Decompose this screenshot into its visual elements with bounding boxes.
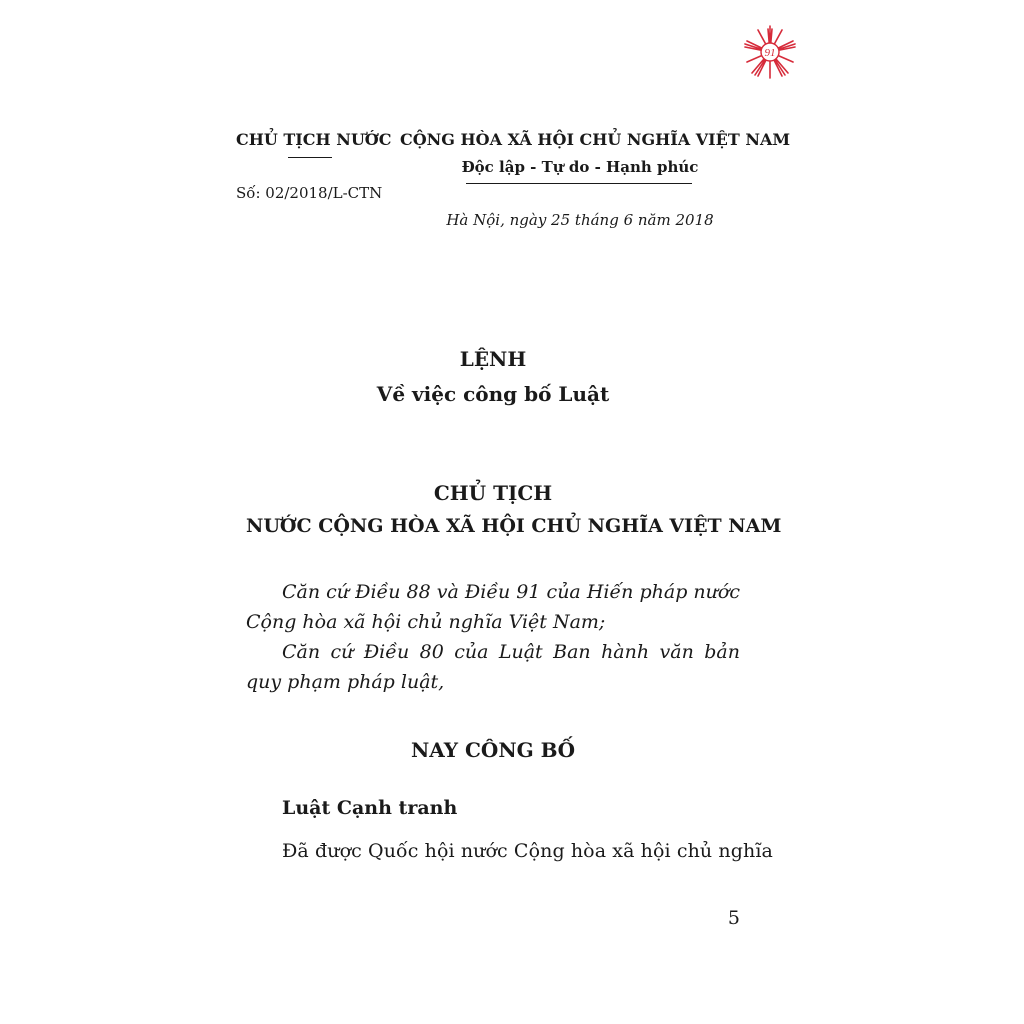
- legal-basis-paragraph-1: Căn cứ Điều 88 và Điều 91 của Hiến pháp nước Cộng hòa xã hội chủ nghĩa Việt Nam;: [246, 581, 740, 633]
- motto-underline: [466, 183, 692, 184]
- document-type-heading: LỆNH: [459, 347, 527, 371]
- publisher-star-logo-icon: [740, 22, 800, 82]
- legal-basis: [246, 577, 740, 697]
- svg-text:91: 91: [764, 47, 776, 59]
- authority-line-1: CHỦ TỊCH: [433, 481, 553, 505]
- document-subject: Về việc công bố Luật: [376, 382, 610, 406]
- authority-line-2: NƯỚC CỘNG HÒA XÃ HỘI CHỦ NGHĨA VIỆT NAM: [246, 515, 782, 537]
- document-number: Số: 02/2018/L-CTN: [236, 184, 383, 202]
- legal-basis-paragraph-2: Căn cứ Điều 80 của Luật Ban hành văn bản quy phạm pháp luật,: [246, 641, 740, 693]
- place-date: Hà Nội, ngày 25 tháng 6 năm 2018: [446, 211, 714, 229]
- issuer-underline: [288, 157, 332, 158]
- passed-statement: Đã được Quốc hội nước Cộng hòa xã hội chủ nghĩa: [282, 840, 773, 862]
- nation-title: CỘNG HÒA XÃ HỘI CHỦ NGHĨA VIỆT NAM: [400, 130, 791, 149]
- national-motto: Độc lập - Tự do - Hạnh phúc: [461, 158, 699, 176]
- issuer-title: CHỦ TỊCH NƯỚC: [236, 130, 392, 149]
- proclamation-heading: NAY CÔNG BỐ: [410, 738, 576, 762]
- law-name: Luật Cạnh tranh: [282, 797, 458, 819]
- page-number: 5: [727, 907, 740, 929]
